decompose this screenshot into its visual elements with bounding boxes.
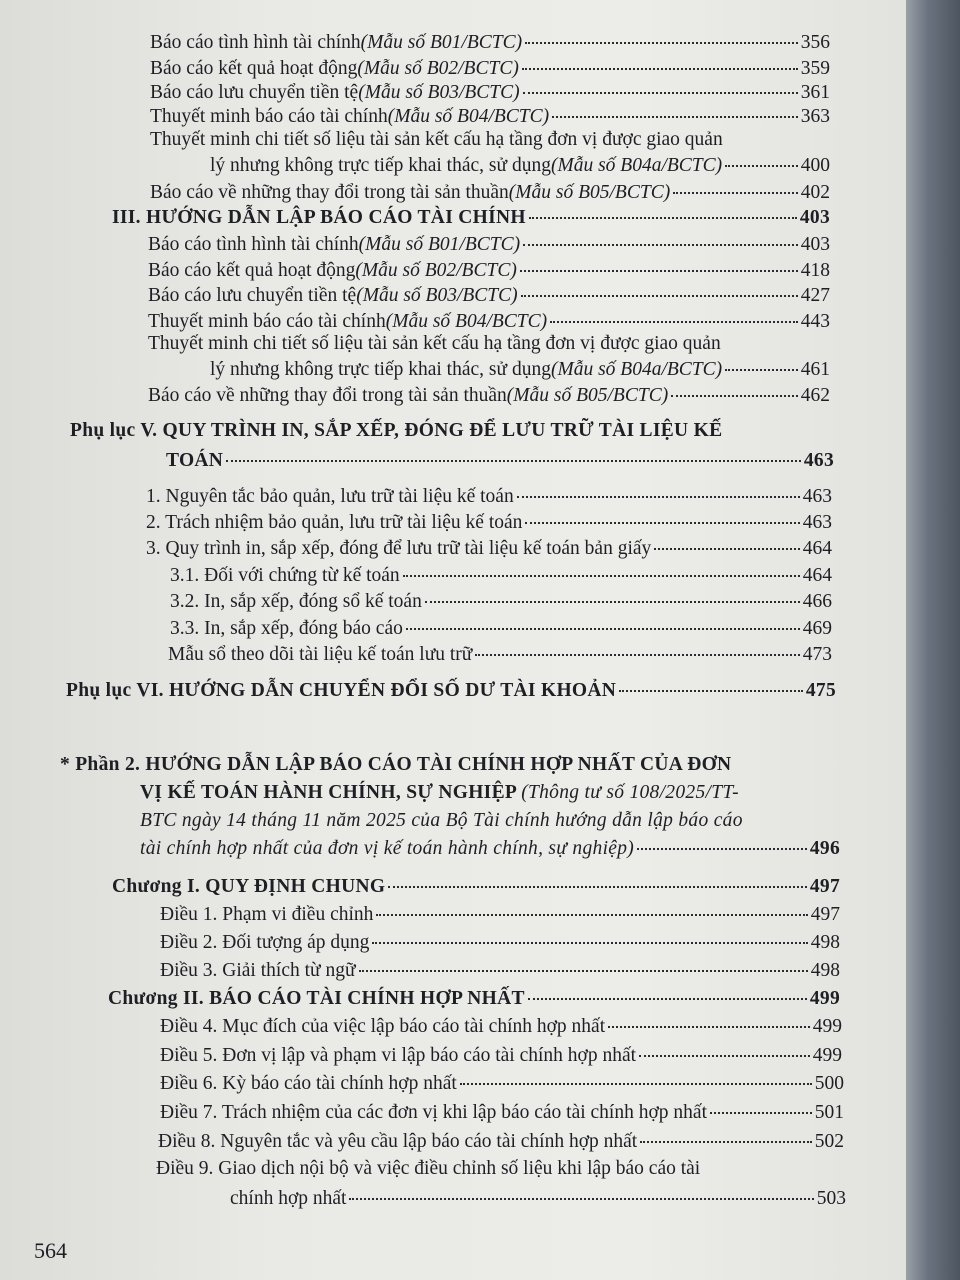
entry-page: 356 — [800, 32, 830, 53]
entry-title-line: * Phần 2. HƯỚNG DẪN LẬP BÁO CÁO TÀI CHÍNH HỢP NHẤT CỦA ĐƠN — [60, 754, 732, 775]
toc-entry[interactable] — [146, 486, 832, 508]
entry-page: 497 — [810, 904, 840, 925]
entry-page: 359 — [800, 58, 830, 79]
toc-appendix-heading[interactable] — [70, 420, 834, 472]
toc-entry[interactable] — [150, 129, 830, 177]
dot-leader — [521, 295, 798, 297]
entry-title: Chương I. QUY ĐỊNH CHUNG — [112, 876, 386, 897]
entry-title: Mẫu sổ theo dõi tài liệu kế toán lưu trữ — [168, 644, 473, 665]
toc-article[interactable] — [160, 1102, 844, 1124]
entry-page: 498 — [810, 960, 840, 981]
entry-page: 496 — [809, 838, 840, 859]
toc-article[interactable] — [160, 1073, 844, 1095]
toc-entry[interactable] — [150, 182, 830, 204]
dot-leader — [403, 575, 800, 577]
entry-page: 466 — [802, 591, 832, 612]
entry-title: 1. Nguyên tắc bảo quản, lưu trữ tài liệu kế toán — [146, 486, 514, 507]
dot-leader — [525, 42, 798, 44]
entry-legal-reference: BTC ngày 14 tháng 11 năm 2025 của Bộ Tài chính hướng dẫn lập báo cáo — [140, 810, 743, 831]
entry-page: 464 — [802, 538, 832, 559]
entry-title-line: Điều 9. Giao dịch nội bộ và việc điều chỉnh số liệu khi lập báo cáo tài — [156, 1158, 701, 1179]
toc-chapter-heading[interactable] — [108, 988, 840, 1010]
dot-leader — [376, 914, 807, 916]
toc-article[interactable] — [160, 1045, 842, 1067]
dot-leader — [388, 886, 807, 888]
dot-leader — [522, 68, 798, 70]
dot-leader — [619, 690, 803, 692]
entry-form-code: (Mẫu số B04a/BCTC) — [550, 359, 723, 380]
toc-article[interactable] — [160, 1016, 842, 1038]
dot-leader — [520, 270, 798, 272]
dot-leader — [639, 1055, 810, 1057]
entry-page: 498 — [810, 932, 840, 953]
dot-leader — [671, 395, 798, 397]
entry-title: 2. Trách nhiệm bảo quản, lưu trữ tài liệu kế toán — [146, 512, 523, 533]
entry-title-line: Phụ lục V. QUY TRÌNH IN, SẮP XẾP, ĐÓNG ĐỂ LƯU TRỮ TÀI LIỆU KẾ — [70, 420, 723, 441]
entry-title: 3. Quy trình in, sắp xếp, đóng để lưu trữ tài liệu kế toán bản giấy — [146, 538, 652, 559]
toc-entry[interactable] — [146, 512, 832, 534]
entry-page: 473 — [802, 644, 832, 665]
entry-form-code: (Mẫu số B01/BCTC) — [360, 32, 523, 53]
page-edge-shadow — [906, 0, 960, 1280]
entry-title-line: Thuyết minh chi tiết số liệu tài sản kết cấu hạ tầng đơn vị được giao quản — [148, 333, 721, 354]
entry-page: 427 — [800, 285, 830, 306]
toc-entry[interactable] — [148, 260, 830, 282]
entry-title: III. HƯỚNG DẪN LẬP BÁO CÁO TÀI CHÍNH — [112, 207, 526, 228]
entry-title: Thuyết minh báo cáo tài chính — [148, 311, 386, 332]
dot-leader — [529, 217, 797, 219]
toc-entry[interactable] — [148, 311, 830, 333]
dot-leader — [673, 192, 798, 194]
toc-subentry[interactable] — [170, 565, 832, 587]
entry-form-code: (Mẫu số B05/BCTC) — [508, 182, 671, 203]
dot-leader — [517, 496, 800, 498]
entry-title: 3.1. Đối với chứng từ kế toán — [170, 565, 400, 586]
toc-entry[interactable] — [148, 285, 830, 307]
entry-page: 403 — [800, 234, 830, 255]
toc-article[interactable] — [160, 960, 840, 982]
dot-leader — [425, 601, 800, 603]
dot-leader — [460, 1083, 812, 1085]
entry-title: Báo cáo tình hình tài chính — [150, 32, 361, 53]
toc-section-heading[interactable] — [112, 207, 830, 229]
entry-title: Báo cáo về những thay đổi trong tài sản thuần — [150, 182, 509, 203]
dot-leader — [725, 369, 798, 371]
page-number: 564 — [34, 1238, 67, 1263]
entry-title: lý nhưng không trực tiếp khai thác, sử dụng — [210, 155, 551, 176]
entry-page: 475 — [805, 680, 836, 701]
entry-page: 461 — [800, 359, 830, 380]
entry-page: 403 — [799, 207, 830, 228]
dot-leader — [525, 522, 799, 524]
entry-form-code: (Mẫu số B04/BCTC) — [387, 106, 550, 127]
entry-title: Phụ lục VI. HƯỚNG DẪN CHUYỂN ĐỔI SỐ DƯ TÀI KHOẢN — [66, 680, 617, 701]
entry-title: Điều 7. Trách nhiệm của các đơn vị khi lập báo cáo tài chính hợp nhất — [160, 1102, 707, 1123]
entry-page: 463 — [802, 512, 832, 533]
entry-title: Báo cáo kết quả hoạt động — [150, 58, 358, 79]
entry-page: 469 — [802, 618, 832, 639]
dot-leader — [523, 244, 798, 246]
dot-leader — [523, 92, 798, 94]
entry-form-code: (Mẫu số B03/BCTC) — [356, 285, 518, 306]
entry-title: Báo cáo kết quả hoạt động — [148, 260, 356, 281]
entry-title: Điều 6. Kỳ báo cáo tài chính hợp nhất — [160, 1073, 457, 1094]
entry-title: Điều 8. Nguyên tắc và yêu cầu lập báo cáo tài chính hợp nhất — [158, 1131, 638, 1152]
entry-title: TOÁN — [166, 450, 224, 471]
entry-form-code: (Mẫu số B04a/BCTC) — [550, 155, 723, 176]
dot-leader — [550, 321, 798, 323]
entry-title-line: Thuyết minh chi tiết số liệu tài sản kết cấu hạ tầng đơn vị được giao quản — [150, 129, 723, 150]
entry-title: Báo cáo tình hình tài chính — [148, 234, 359, 255]
entry-page: 503 — [816, 1188, 846, 1209]
dot-leader — [654, 548, 799, 550]
dot-leader — [226, 460, 801, 462]
entry-title: lý nhưng không trực tiếp khai thác, sử dụng — [210, 359, 551, 380]
toc-entry[interactable] — [150, 32, 830, 54]
entry-page: 464 — [802, 565, 832, 586]
toc-subentry[interactable] — [170, 618, 832, 640]
dot-leader — [608, 1026, 810, 1028]
toc-entry[interactable] — [148, 385, 830, 407]
entry-form-code: (Mẫu số B03/BCTC) — [358, 82, 520, 103]
entry-title: 3.3. In, sắp xếp, đóng báo cáo — [170, 618, 403, 639]
entry-page: 361 — [800, 82, 830, 103]
entry-title: Điều 5. Đơn vị lập và phạm vi lập báo cáo tài chính hợp nhất — [160, 1045, 637, 1066]
toc-entry[interactable] — [148, 333, 830, 381]
entry-page: 443 — [800, 311, 830, 332]
entry-title: Báo cáo về những thay đổi trong tài sản thuần — [148, 385, 507, 406]
toc-article[interactable] — [158, 1131, 844, 1153]
dot-leader — [725, 165, 798, 167]
entry-title: Điều 4. Mục đích của việc lập báo cáo tài chính hợp nhất — [160, 1016, 606, 1037]
entry-title: Điều 2. Đối tượng áp dụng — [160, 932, 370, 953]
entry-title: 3.2. In, sắp xếp, đóng sổ kế toán — [170, 591, 422, 612]
entry-legal-reference: (Thông tư số 108/2025/TT- — [521, 782, 739, 803]
dot-leader — [710, 1112, 812, 1114]
entry-form-code: (Mẫu số B02/BCTC) — [357, 58, 519, 79]
dot-leader — [406, 628, 800, 630]
entry-page: 501 — [814, 1102, 844, 1123]
entry-title: chính hợp nhất — [230, 1188, 347, 1209]
entry-form-code: (Mẫu số B04/BCTC) — [385, 311, 548, 332]
entry-title-line: VỊ KẾ TOÁN HÀNH CHÍNH, SỰ NGHIỆP — [140, 782, 522, 803]
entry-page: 462 — [800, 385, 830, 406]
dot-leader — [372, 942, 807, 944]
toc-entry[interactable] — [148, 234, 830, 256]
entry-page: 502 — [814, 1131, 844, 1152]
entry-page: 363 — [800, 106, 830, 127]
entry-title: Điều 1. Phạm vi điều chỉnh — [160, 904, 374, 925]
entry-title: Báo cáo lưu chuyển tiền tệ — [150, 82, 359, 103]
dot-leader — [349, 1198, 813, 1200]
dot-leader — [359, 970, 808, 972]
entry-page: 463 — [803, 450, 834, 471]
toc-entry[interactable] — [146, 538, 832, 560]
toc-chapter-heading[interactable] — [112, 876, 840, 898]
toc-article[interactable] — [160, 904, 840, 926]
dot-leader — [552, 116, 798, 118]
entry-page: 402 — [800, 182, 830, 203]
entry-page: 418 — [800, 260, 830, 281]
entry-page: 463 — [802, 486, 832, 507]
dot-leader — [528, 998, 807, 1000]
entry-form-code: (Mẫu số B01/BCTC) — [358, 234, 521, 255]
entry-page: 497 — [809, 876, 840, 897]
dot-leader — [640, 1141, 812, 1143]
entry-form-code: (Mẫu số B02/BCTC) — [355, 260, 517, 281]
toc-article[interactable] — [160, 932, 840, 954]
dot-leader — [637, 848, 807, 850]
entry-page: 500 — [814, 1073, 844, 1094]
dot-leader — [475, 654, 799, 656]
toc-appendix-heading[interactable] — [66, 680, 836, 702]
toc-subentry[interactable] — [170, 591, 832, 613]
entry-title: Báo cáo lưu chuyển tiền tệ — [148, 285, 357, 306]
entry-title: Chương II. BÁO CÁO TÀI CHÍNH HỢP NHẤT — [108, 988, 525, 1009]
entry-page: 499 — [812, 1016, 842, 1037]
entry-page: 499 — [809, 988, 840, 1009]
toc-entry[interactable] — [150, 58, 830, 80]
entry-title: Điều 3. Giải thích từ ngữ — [160, 960, 356, 981]
toc-entry[interactable] — [150, 106, 830, 128]
entry-page: 400 — [800, 155, 830, 176]
entry-page: 499 — [812, 1045, 842, 1066]
toc-subentry[interactable] — [168, 644, 832, 666]
entry-legal-reference: tài chính hợp nhất của đơn vị kế toán hành chính, sự nghiệp) — [140, 838, 635, 859]
toc-part-heading[interactable] — [60, 754, 840, 860]
toc-entry[interactable] — [150, 82, 830, 104]
entry-title: Thuyết minh báo cáo tài chính — [150, 106, 388, 127]
entry-form-code: (Mẫu số B05/BCTC) — [506, 385, 669, 406]
toc-article[interactable] — [156, 1158, 846, 1210]
